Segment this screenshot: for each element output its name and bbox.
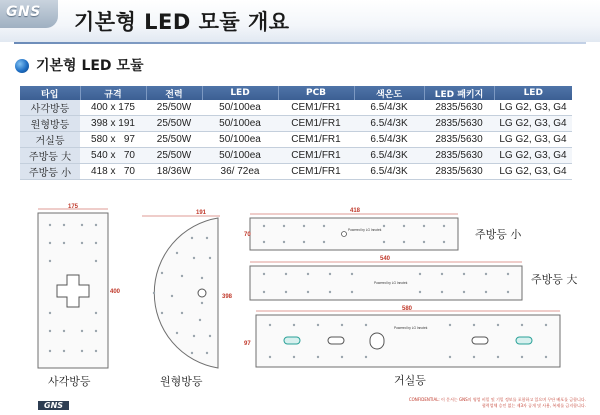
table-cell: 36/ 72ea: [202, 164, 278, 180]
table-cell: 25/50W: [146, 148, 202, 164]
table-cell: 6.5/4/3K: [354, 132, 424, 148]
table-cell: 6.5/4/3K: [354, 148, 424, 164]
logo-tab: [0, 0, 58, 28]
column-header: 전력: [146, 86, 202, 100]
table-cell: 50/100ea: [202, 132, 278, 148]
kitchen-small-caption: 주방등 小: [475, 228, 522, 241]
kitchen-small-height-dim: 70: [244, 232, 251, 238]
table-cell: CEM1/FR1: [278, 116, 354, 132]
table-row: [20, 132, 572, 148]
table-cell: 540 x 70: [80, 148, 146, 164]
table-cell: LG G2, G3, G4: [494, 116, 572, 132]
table-cell: 2835/5630: [424, 132, 494, 148]
kitchen-large-width-dim: 540: [380, 256, 391, 262]
square-module-drawing: [30, 203, 121, 373]
round-module-drawing: [132, 208, 232, 374]
company-logo: GNS: [6, 4, 41, 20]
living-board-text: Powered by LG Innotek: [394, 326, 428, 330]
table-cell: 25/50W: [146, 116, 202, 132]
footer: [0, 397, 600, 415]
square-height-dim: 400: [110, 289, 121, 295]
square-width-dim: 175: [68, 204, 79, 210]
kitchen-small-drawing: [244, 206, 474, 254]
row-type: 거실등: [20, 132, 80, 148]
row-type: 주방등 大: [20, 148, 80, 164]
section-title: 기본형 LED 모듈: [36, 58, 144, 74]
footer-logo: GNS: [38, 401, 69, 410]
table-cell: 25/50W: [146, 132, 202, 148]
round-caption: 원형방등: [160, 375, 203, 388]
round-height-dim: 398: [222, 294, 233, 300]
row-type: 원형방등: [20, 116, 80, 132]
table-cell: 2835/5630: [424, 148, 494, 164]
table-cell: 418 x 70: [80, 164, 146, 180]
kitchen-large-drawing: [244, 254, 528, 304]
table-cell: CEM1/FR1: [278, 100, 354, 116]
table-cell: 400 x 175: [80, 100, 146, 116]
square-caption: 사각방등: [48, 375, 91, 388]
living-caption: 거실등: [394, 374, 426, 387]
table-cell: 6.5/4/3K: [354, 100, 424, 116]
column-header: PCB: [278, 86, 354, 100]
column-header: LED 패키지: [424, 86, 494, 100]
footer-confidential-note: CONFIDENTIAL: 이 문서는 GNS의 영업 비밀 및 기밀 정보를 포함하고 있으며 무단 배포를 금합니다.: [408, 397, 586, 402]
table-row: [20, 100, 572, 116]
table-cell: 25/50W: [146, 100, 202, 116]
table-row: [20, 116, 572, 132]
table-cell: LG G2, G3, G4: [494, 100, 572, 116]
round-width-dim: 191: [196, 210, 207, 216]
table-cell: 580 x 97: [80, 132, 146, 148]
table-cell: 50/100ea: [202, 100, 278, 116]
table-cell: 2835/5630: [424, 164, 494, 180]
table-row: [20, 148, 572, 164]
bullet-sphere-icon: [15, 59, 29, 73]
table-cell: CEM1/FR1: [278, 132, 354, 148]
table-cell: 18/36W: [146, 164, 202, 180]
table-cell: 2835/5630: [424, 116, 494, 132]
table-cell: 2835/5630: [424, 100, 494, 116]
kitchen-small-board-text: Powered by LG Innotek: [348, 228, 382, 232]
table-cell: 6.5/4/3K: [354, 116, 424, 132]
spec-table: [20, 86, 572, 180]
table-header-row: [20, 86, 572, 100]
table-row: [20, 164, 572, 180]
table-cell: 6.5/4/3K: [354, 164, 424, 180]
living-height-dim: 97: [244, 341, 251, 347]
table-cell: 398 x 191: [80, 116, 146, 132]
row-type: 사각방등: [20, 100, 80, 116]
table-cell: 50/100ea: [202, 116, 278, 132]
column-header: LED: [202, 86, 278, 100]
title-divider: [14, 42, 586, 44]
table-cell: LG G2, G3, G4: [494, 132, 572, 148]
page-title: 기본형 LED 모듈 개요: [74, 10, 290, 34]
kitchen-small-width-dim: 418: [350, 208, 361, 214]
table-cell: CEM1/FR1: [278, 164, 354, 180]
footer-disclaimer-note: 협력업체 승인 없는 제3자 공개 및 사용, 복제를 금지합니다.: [481, 403, 586, 408]
kitchen-large-board-text: Powered by LG Innotek: [374, 281, 408, 285]
kitchen-large-caption: 주방등 大: [531, 273, 578, 286]
living-width-dim: 580: [402, 306, 413, 312]
column-header: LED: [494, 86, 572, 100]
table-cell: CEM1/FR1: [278, 148, 354, 164]
row-type: 주방등 小: [20, 164, 80, 180]
table-cell: LG G2, G3, G4: [494, 164, 572, 180]
column-header: 타입: [20, 86, 80, 100]
column-header: 색온도: [354, 86, 424, 100]
table-cell: 50/100ea: [202, 148, 278, 164]
table-cell: LG G2, G3, G4: [494, 148, 572, 164]
living-module-drawing: [244, 305, 566, 371]
column-header: 규격: [80, 86, 146, 100]
header-bar: [0, 0, 600, 42]
